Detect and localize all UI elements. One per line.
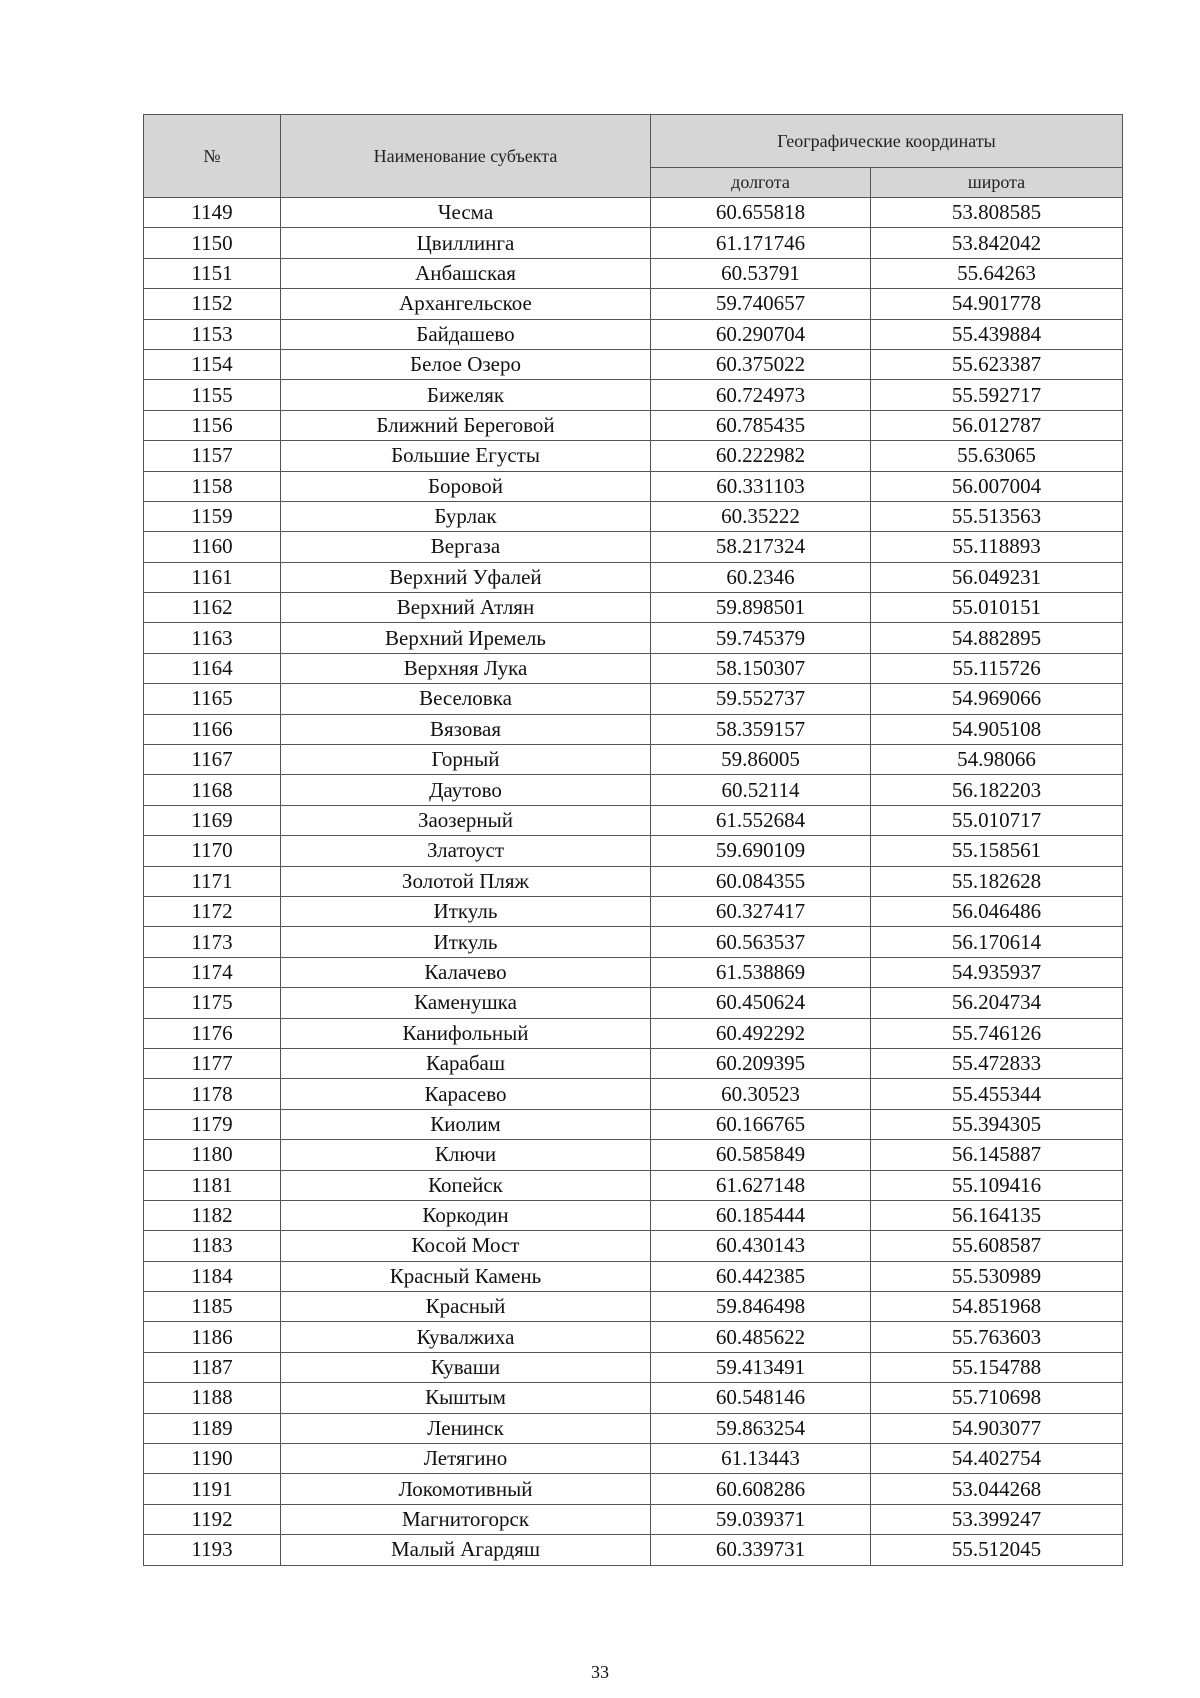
cell-longitude: 58.150307: [651, 653, 871, 683]
cell-longitude: 61.627148: [651, 1170, 871, 1200]
cell-number: 1178: [144, 1079, 281, 1109]
cell-longitude: 60.485622: [651, 1322, 871, 1352]
cell-latitude: 54.851968: [871, 1292, 1123, 1322]
table-row: [144, 1444, 1123, 1474]
cell-longitude: 59.863254: [651, 1413, 871, 1443]
cell-number: 1190: [144, 1444, 281, 1474]
cell-longitude: 61.171746: [651, 228, 871, 258]
cell-longitude: 60.492292: [651, 1018, 871, 1048]
table-row: [144, 775, 1123, 805]
cell-longitude: 60.655818: [651, 198, 871, 228]
cell-number: 1182: [144, 1200, 281, 1230]
cell-longitude: 60.375022: [651, 349, 871, 379]
cell-latitude: 54.402754: [871, 1444, 1123, 1474]
table-row: [144, 896, 1123, 926]
cell-number: 1185: [144, 1292, 281, 1322]
table-row: [144, 1109, 1123, 1139]
header-latitude: широта: [871, 168, 1123, 198]
cell-number: 1181: [144, 1170, 281, 1200]
cell-longitude: 60.53791: [651, 258, 871, 288]
cell-longitude: 59.690109: [651, 836, 871, 866]
table-row: [144, 1535, 1123, 1565]
cell-number: 1169: [144, 805, 281, 835]
table-row: [144, 1170, 1123, 1200]
table-header: [144, 115, 1123, 198]
table-row: [144, 805, 1123, 835]
table-row: [144, 745, 1123, 775]
cell-number: 1151: [144, 258, 281, 288]
cell-subject-name: Магнитогорск: [281, 1504, 651, 1534]
cell-subject-name: Канифольный: [281, 1018, 651, 1048]
cell-longitude: 60.35222: [651, 501, 871, 531]
cell-subject-name: Красный Камень: [281, 1261, 651, 1291]
cell-latitude: 55.115726: [871, 653, 1123, 683]
cell-number: 1180: [144, 1140, 281, 1170]
cell-subject-name: Белое Озеро: [281, 349, 651, 379]
cell-number: 1153: [144, 319, 281, 349]
cell-number: 1186: [144, 1322, 281, 1352]
cell-longitude: 60.327417: [651, 896, 871, 926]
cell-number: 1174: [144, 957, 281, 987]
cell-number: 1191: [144, 1474, 281, 1504]
cell-latitude: 53.842042: [871, 228, 1123, 258]
cell-latitude: 54.969066: [871, 684, 1123, 714]
cell-subject-name: Бижеляк: [281, 380, 651, 410]
cell-latitude: 53.808585: [871, 198, 1123, 228]
table-row: [144, 1474, 1123, 1504]
cell-latitude: 55.608587: [871, 1231, 1123, 1261]
cell-longitude: 61.13443: [651, 1444, 871, 1474]
cell-longitude: 60.084355: [651, 866, 871, 896]
cell-subject-name: Коркодин: [281, 1200, 651, 1230]
cell-longitude: 60.290704: [651, 319, 871, 349]
cell-subject-name: Бурлак: [281, 501, 651, 531]
table-row: [144, 410, 1123, 440]
cell-subject-name: Большие Егусты: [281, 441, 651, 471]
cell-number: 1158: [144, 471, 281, 501]
table-row: [144, 1200, 1123, 1230]
cell-subject-name: Калачево: [281, 957, 651, 987]
cell-number: 1173: [144, 927, 281, 957]
cell-latitude: 56.049231: [871, 562, 1123, 592]
cell-number: 1192: [144, 1504, 281, 1534]
cell-subject-name: Киолим: [281, 1109, 651, 1139]
cell-subject-name: Ключи: [281, 1140, 651, 1170]
cell-number: 1157: [144, 441, 281, 471]
cell-latitude: 55.109416: [871, 1170, 1123, 1200]
cell-subject-name: Златоуст: [281, 836, 651, 866]
cell-latitude: 56.204734: [871, 988, 1123, 1018]
cell-number: 1172: [144, 896, 281, 926]
cell-latitude: 55.513563: [871, 501, 1123, 531]
cell-latitude: 54.98066: [871, 745, 1123, 775]
table-row: [144, 319, 1123, 349]
cell-latitude: 56.012787: [871, 410, 1123, 440]
cell-subject-name: Копейск: [281, 1170, 651, 1200]
cell-number: 1161: [144, 562, 281, 592]
header-longitude: долгота: [651, 168, 871, 198]
cell-longitude: 60.209395: [651, 1048, 871, 1078]
cell-subject-name: Вязовая: [281, 714, 651, 744]
table-row: [144, 198, 1123, 228]
cell-longitude: 59.86005: [651, 745, 871, 775]
cell-latitude: 55.63065: [871, 441, 1123, 471]
cell-subject-name: Верхний Иремель: [281, 623, 651, 653]
cell-latitude: 55.746126: [871, 1018, 1123, 1048]
cell-longitude: 59.846498: [651, 1292, 871, 1322]
table-row: [144, 957, 1123, 987]
cell-latitude: 54.905108: [871, 714, 1123, 744]
cell-latitude: 55.010717: [871, 805, 1123, 835]
cell-number: 1183: [144, 1231, 281, 1261]
cell-latitude: 55.439884: [871, 319, 1123, 349]
cell-number: 1177: [144, 1048, 281, 1078]
cell-latitude: 55.455344: [871, 1079, 1123, 1109]
cell-number: 1149: [144, 198, 281, 228]
cell-latitude: 56.007004: [871, 471, 1123, 501]
cell-number: 1189: [144, 1413, 281, 1443]
cell-subject-name: Куваши: [281, 1352, 651, 1382]
cell-longitude: 60.185444: [651, 1200, 871, 1230]
cell-number: 1179: [144, 1109, 281, 1139]
table-row: [144, 258, 1123, 288]
cell-subject-name: Вергаза: [281, 532, 651, 562]
cell-subject-name: Малый Агардяш: [281, 1535, 651, 1565]
cell-number: 1193: [144, 1535, 281, 1565]
cell-subject-name: Карасево: [281, 1079, 651, 1109]
cell-latitude: 55.010151: [871, 593, 1123, 623]
header-geo-coordinates: Географические координаты: [651, 115, 1123, 168]
cell-longitude: 61.552684: [651, 805, 871, 835]
cell-subject-name: Золотой Пляж: [281, 866, 651, 896]
cell-latitude: 56.145887: [871, 1140, 1123, 1170]
table-row: [144, 1413, 1123, 1443]
cell-latitude: 55.710698: [871, 1383, 1123, 1413]
cell-latitude: 54.903077: [871, 1413, 1123, 1443]
cell-latitude: 55.182628: [871, 866, 1123, 896]
cell-longitude: 60.450624: [651, 988, 871, 1018]
cell-number: 1188: [144, 1383, 281, 1413]
cell-longitude: 60.430143: [651, 1231, 871, 1261]
cell-latitude: 55.158561: [871, 836, 1123, 866]
cell-latitude: 56.170614: [871, 927, 1123, 957]
table-row: [144, 1352, 1123, 1382]
table-row: [144, 836, 1123, 866]
cell-number: 1176: [144, 1018, 281, 1048]
cell-latitude: 56.164135: [871, 1200, 1123, 1230]
cell-number: 1152: [144, 289, 281, 319]
cell-subject-name: Горный: [281, 745, 651, 775]
cell-number: 1159: [144, 501, 281, 531]
cell-subject-name: Кыштым: [281, 1383, 651, 1413]
cell-longitude: 60.30523: [651, 1079, 871, 1109]
cell-longitude: 59.745379: [651, 623, 871, 653]
cell-latitude: 56.182203: [871, 775, 1123, 805]
cell-longitude: 60.548146: [651, 1383, 871, 1413]
cell-longitude: 60.724973: [651, 380, 871, 410]
cell-subject-name: Иткуль: [281, 927, 651, 957]
table-row: [144, 684, 1123, 714]
cell-number: 1164: [144, 653, 281, 683]
cell-subject-name: Косой Мост: [281, 1231, 651, 1261]
cell-subject-name: Даутово: [281, 775, 651, 805]
cell-latitude: 56.046486: [871, 896, 1123, 926]
cell-longitude: 60.52114: [651, 775, 871, 805]
cell-subject-name: Летягино: [281, 1444, 651, 1474]
cell-number: 1168: [144, 775, 281, 805]
table-row: [144, 441, 1123, 471]
cell-latitude: 55.472833: [871, 1048, 1123, 1078]
cell-subject-name: Байдашево: [281, 319, 651, 349]
cell-longitude: 60.2346: [651, 562, 871, 592]
table-row: [144, 289, 1123, 319]
cell-latitude: 53.399247: [871, 1504, 1123, 1534]
header-number: №: [144, 115, 281, 198]
cell-number: 1150: [144, 228, 281, 258]
cell-subject-name: Карабаш: [281, 1048, 651, 1078]
cell-longitude: 60.563537: [651, 927, 871, 957]
table-row: [144, 380, 1123, 410]
cell-number: 1155: [144, 380, 281, 410]
table-row: [144, 1504, 1123, 1534]
table-row: [144, 471, 1123, 501]
cell-number: 1166: [144, 714, 281, 744]
table-row: [144, 1322, 1123, 1352]
cell-longitude: 60.785435: [651, 410, 871, 440]
table-row: [144, 1292, 1123, 1322]
cell-longitude: 60.222982: [651, 441, 871, 471]
table-body: [144, 198, 1123, 1566]
cell-subject-name: Архангельское: [281, 289, 651, 319]
table-row: [144, 866, 1123, 896]
table-row: [144, 988, 1123, 1018]
cell-subject-name: Иткуль: [281, 896, 651, 926]
cell-subject-name: Боровой: [281, 471, 651, 501]
cell-longitude: 60.339731: [651, 1535, 871, 1565]
cell-number: 1165: [144, 684, 281, 714]
table-row: [144, 349, 1123, 379]
table-row: [144, 1048, 1123, 1078]
cell-subject-name: Чесма: [281, 198, 651, 228]
cell-latitude: 55.512045: [871, 1535, 1123, 1565]
cell-number: 1163: [144, 623, 281, 653]
cell-subject-name: Верхняя Лука: [281, 653, 651, 683]
cell-longitude: 59.552737: [651, 684, 871, 714]
cell-longitude: 59.898501: [651, 593, 871, 623]
cell-number: 1184: [144, 1261, 281, 1291]
cell-subject-name: Верхний Уфалей: [281, 562, 651, 592]
cell-subject-name: Ближний Береговой: [281, 410, 651, 440]
cell-subject-name: Веселовка: [281, 684, 651, 714]
cell-latitude: 55.592717: [871, 380, 1123, 410]
cell-subject-name: Заозерный: [281, 805, 651, 835]
cell-longitude: 61.538869: [651, 957, 871, 987]
cell-number: 1156: [144, 410, 281, 440]
table-row: [144, 1231, 1123, 1261]
cell-longitude: 59.039371: [651, 1504, 871, 1534]
cell-latitude: 53.044268: [871, 1474, 1123, 1504]
cell-longitude: 60.608286: [651, 1474, 871, 1504]
cell-latitude: 55.763603: [871, 1322, 1123, 1352]
cell-latitude: 55.530989: [871, 1261, 1123, 1291]
cell-number: 1160: [144, 532, 281, 562]
table-row: [144, 1018, 1123, 1048]
cell-number: 1162: [144, 593, 281, 623]
cell-number: 1171: [144, 866, 281, 896]
table-row: [144, 593, 1123, 623]
cell-latitude: 55.154788: [871, 1352, 1123, 1382]
table-row: [144, 501, 1123, 531]
cell-latitude: 54.935937: [871, 957, 1123, 987]
cell-number: 1170: [144, 836, 281, 866]
header-subject-name: Наименование субъекта: [281, 115, 651, 198]
cell-subject-name: Анбашская: [281, 258, 651, 288]
cell-subject-name: Цвиллинга: [281, 228, 651, 258]
cell-number: 1154: [144, 349, 281, 379]
cell-longitude: 60.585849: [651, 1140, 871, 1170]
cell-longitude: 58.359157: [651, 714, 871, 744]
cell-latitude: 55.118893: [871, 532, 1123, 562]
table-row: [144, 228, 1123, 258]
cell-longitude: 59.740657: [651, 289, 871, 319]
cell-latitude: 54.901778: [871, 289, 1123, 319]
page-number: 33: [591, 1662, 609, 1682]
cell-longitude: 58.217324: [651, 532, 871, 562]
cell-longitude: 60.331103: [651, 471, 871, 501]
cell-latitude: 54.882895: [871, 623, 1123, 653]
table-row: [144, 714, 1123, 744]
table-row: [144, 1079, 1123, 1109]
cell-longitude: 59.413491: [651, 1352, 871, 1382]
cell-subject-name: Красный: [281, 1292, 651, 1322]
table-row: [144, 653, 1123, 683]
table-row: [144, 623, 1123, 653]
table-row: [144, 927, 1123, 957]
coordinates-table: [143, 114, 1123, 1566]
cell-subject-name: Кувалжиха: [281, 1322, 651, 1352]
table-row: [144, 1261, 1123, 1291]
cell-subject-name: Ленинск: [281, 1413, 651, 1443]
cell-longitude: 60.442385: [651, 1261, 871, 1291]
cell-number: 1167: [144, 745, 281, 775]
table-row: [144, 562, 1123, 592]
cell-longitude: 60.166765: [651, 1109, 871, 1139]
cell-subject-name: Каменушка: [281, 988, 651, 1018]
cell-number: 1175: [144, 988, 281, 1018]
table-row: [144, 1140, 1123, 1170]
cell-latitude: 55.623387: [871, 349, 1123, 379]
table-row: [144, 532, 1123, 562]
table-row: [144, 1383, 1123, 1413]
cell-latitude: 55.64263: [871, 258, 1123, 288]
cell-subject-name: Локомотивный: [281, 1474, 651, 1504]
cell-latitude: 55.394305: [871, 1109, 1123, 1139]
cell-subject-name: Верхний Атлян: [281, 593, 651, 623]
cell-number: 1187: [144, 1352, 281, 1382]
